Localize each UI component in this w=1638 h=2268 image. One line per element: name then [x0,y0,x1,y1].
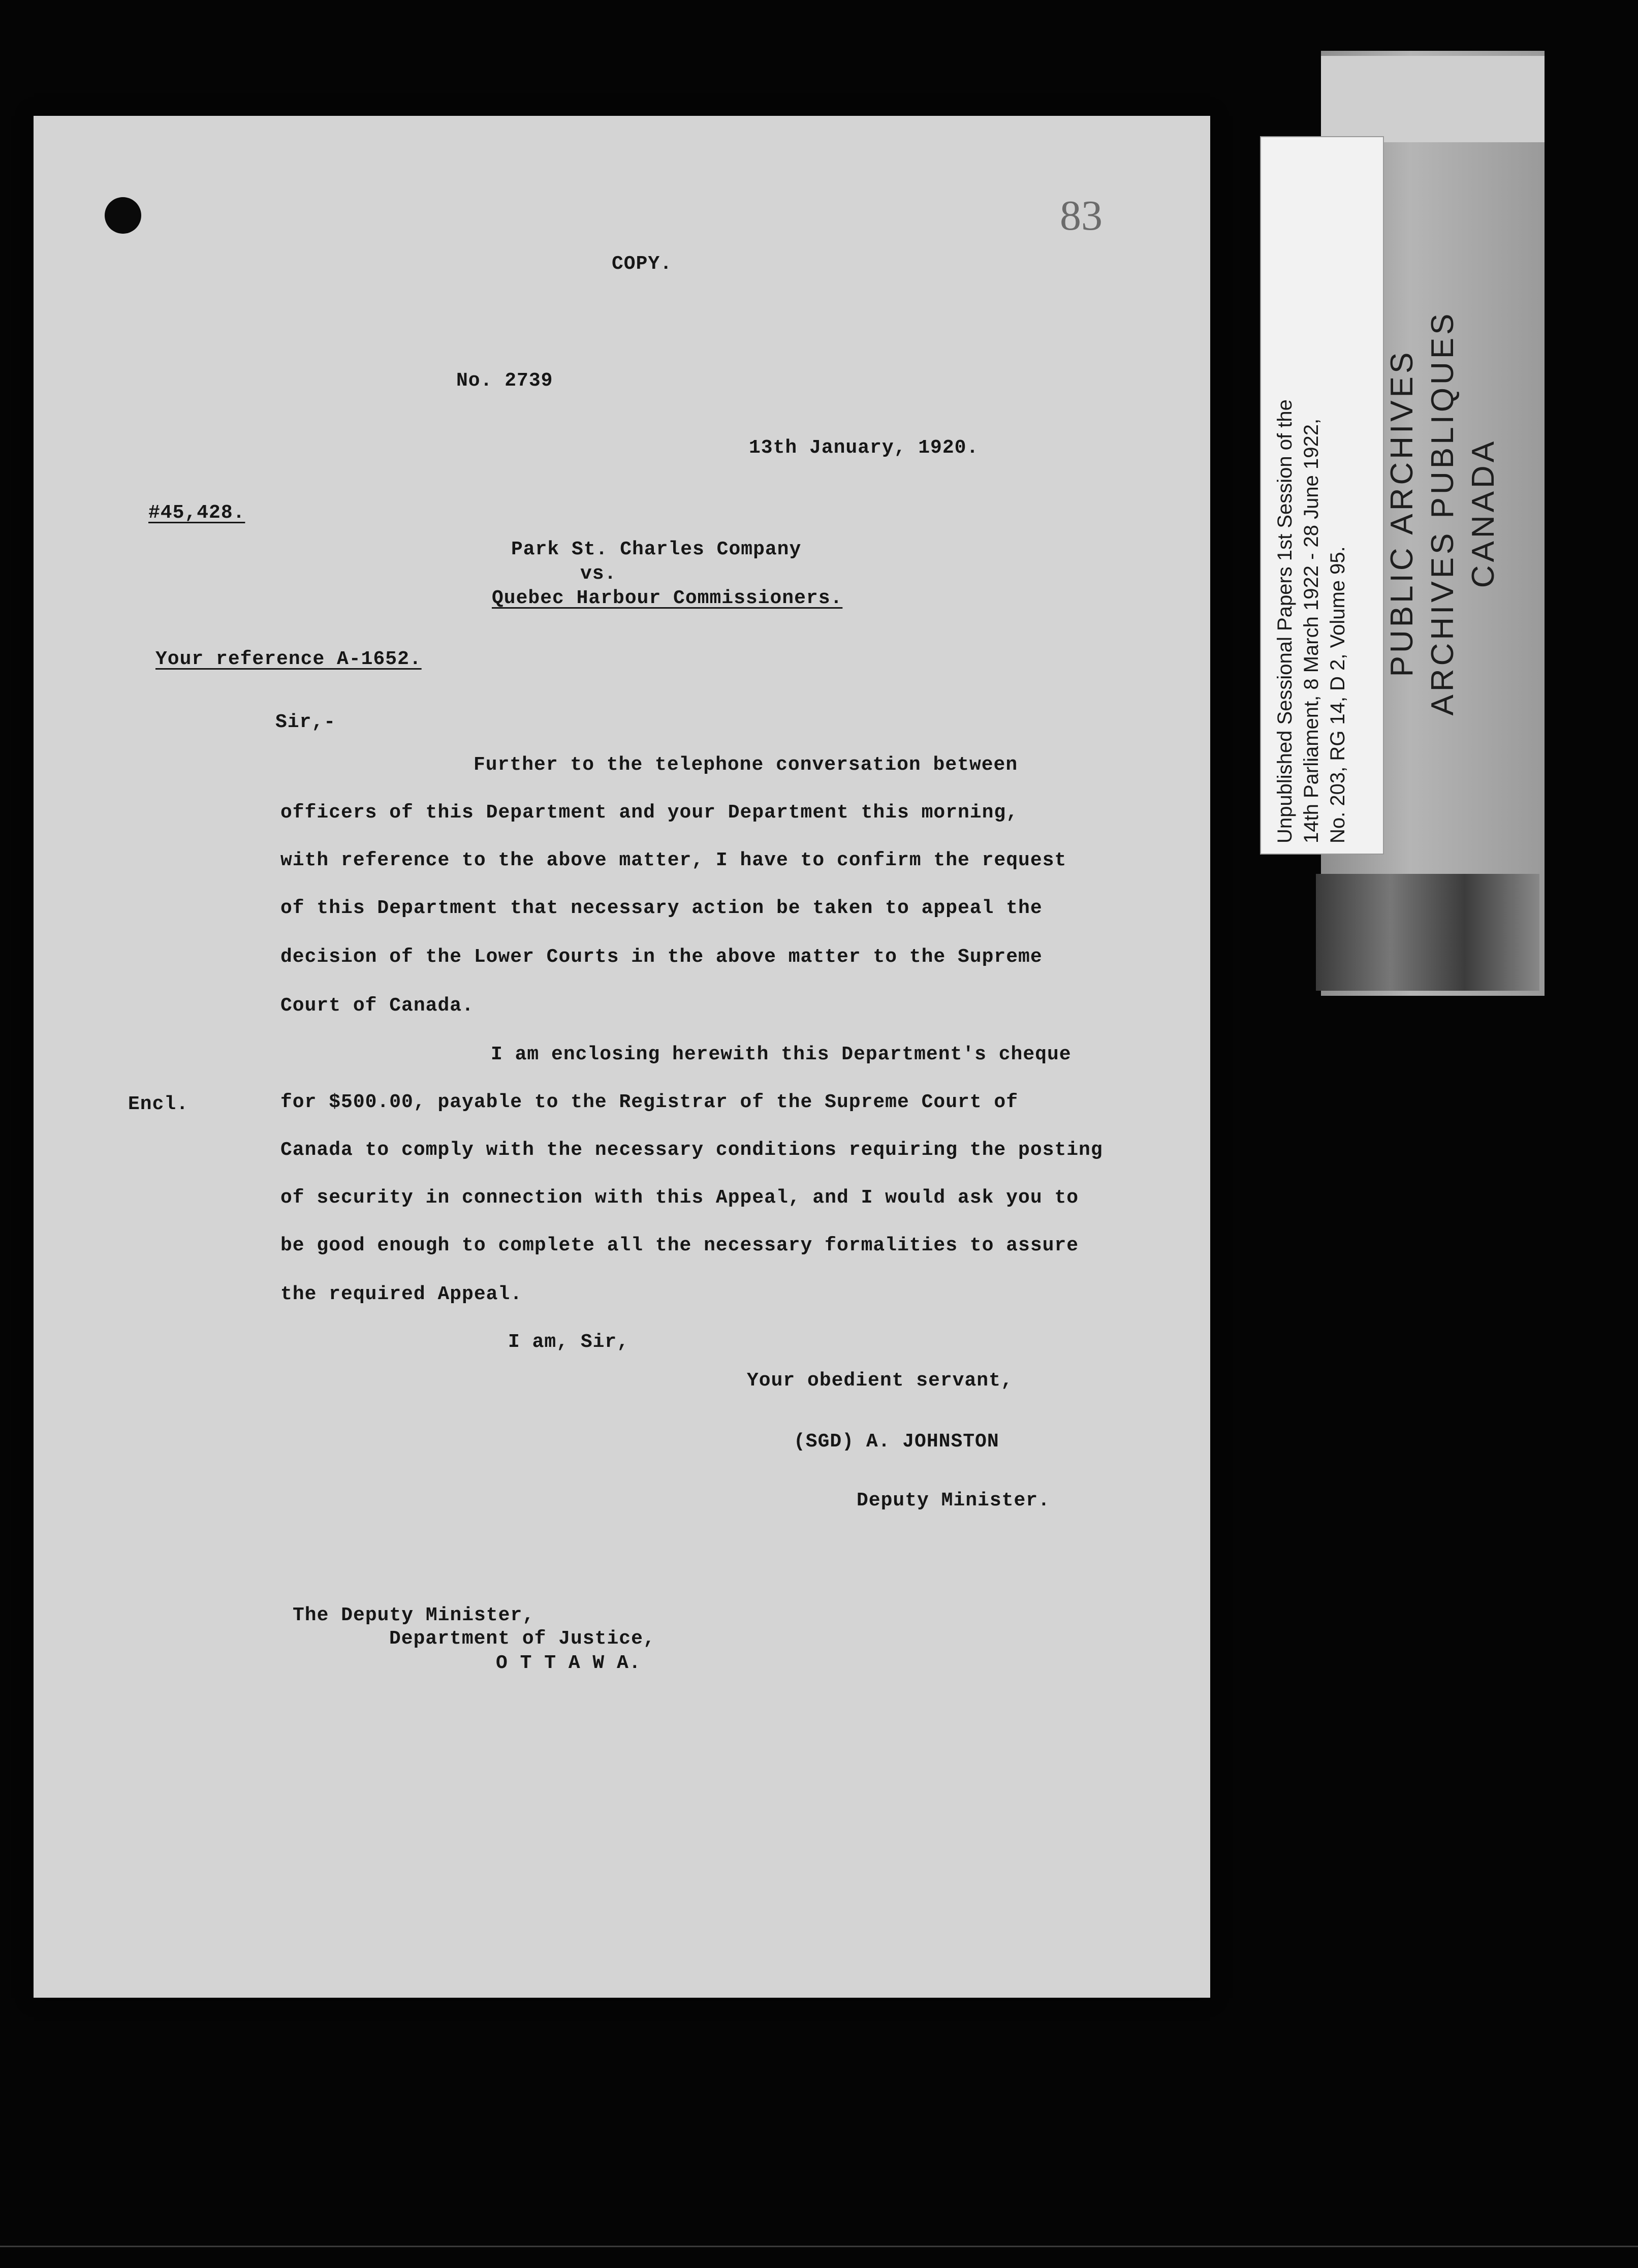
archive-slip-top [1321,56,1545,142]
copy-label: COPY. [612,253,673,275]
body-line: of this Department that necessary action be taken to appeal the [280,897,1043,919]
body-line: Court of Canada. [280,995,474,1017]
addressee-line-1: The Deputy Minister, [293,1604,535,1626]
body-line: with reference to the above matter, I have to confirm the request [280,849,1067,871]
archive-stamp [1382,295,1504,732]
archive-stamp-line-3: CANADA [1466,438,1501,588]
addressee-line-3: O T T A W A. [496,1652,641,1674]
file-number: #45,428. [148,502,245,524]
margin-note-encl: Encl. [128,1093,189,1115]
archive-stamp-line-1: PUBLIC ARCHIVES [1384,349,1420,677]
archive-slip-bottom [1316,874,1539,991]
subject-line-2: vs. [580,563,617,585]
reference-line: Your reference A-1652. [155,648,422,670]
body-line: Further to the telephone conversation between [474,754,1018,776]
signatory-title: Deputy Minister. [857,1490,1050,1511]
archive-label-text [1272,274,1351,843]
body-line: decision of the Lower Courts in the above matter to the Supreme [280,946,1043,968]
subject-line-1: Park St. Charles Company [511,539,802,560]
body-line: officers of this Department and your Department this morning, [280,802,1019,824]
body-line: for $500.00, payable to the Registrar of the Supreme Court of [280,1091,1019,1113]
archive-label-line-2: 14th Parliament, 8 March 1922 - 28 June 1922, [1300,418,1322,843]
letter-date: 13th January, 1920. [749,437,979,459]
letter-number: No. 2739 [456,370,553,392]
salutation: Sir,- [275,711,336,733]
body-line: of security in connection with this Appeal, and I would ask you to [280,1187,1079,1209]
body-line: Canada to comply with the necessary conditions requiring the posting [280,1139,1103,1161]
signature: (SGD) A. JOHNSTON [794,1431,999,1453]
archive-stamp-line-2: ARCHIVES PUBLIQUES [1425,310,1460,716]
archive-label-line-3: No. 203, RG 14, D 2, Volume 95. [1327,546,1349,843]
archive-label-line-1: Unpublished Sessional Papers 1st Session of the [1274,399,1296,843]
body-line: be good enough to complete all the necessary formalities to assure [280,1235,1079,1256]
closing-line-2: Your obedient servant, [747,1370,1013,1392]
addressee-line-2: Department of Justice, [389,1628,655,1650]
closing-line-1: I am, Sir, [508,1331,629,1353]
body-line: the required Appeal. [280,1283,523,1305]
scan-edge-line [0,2246,1638,2247]
subject-line-3: Quebec Harbour Commissioners. [492,587,843,609]
body-line: I am enclosing herewith this Department's cheque [491,1044,1072,1065]
letter-page [34,116,1210,1998]
punch-hole [105,197,141,234]
folio-number: 83 [1060,192,1102,239]
